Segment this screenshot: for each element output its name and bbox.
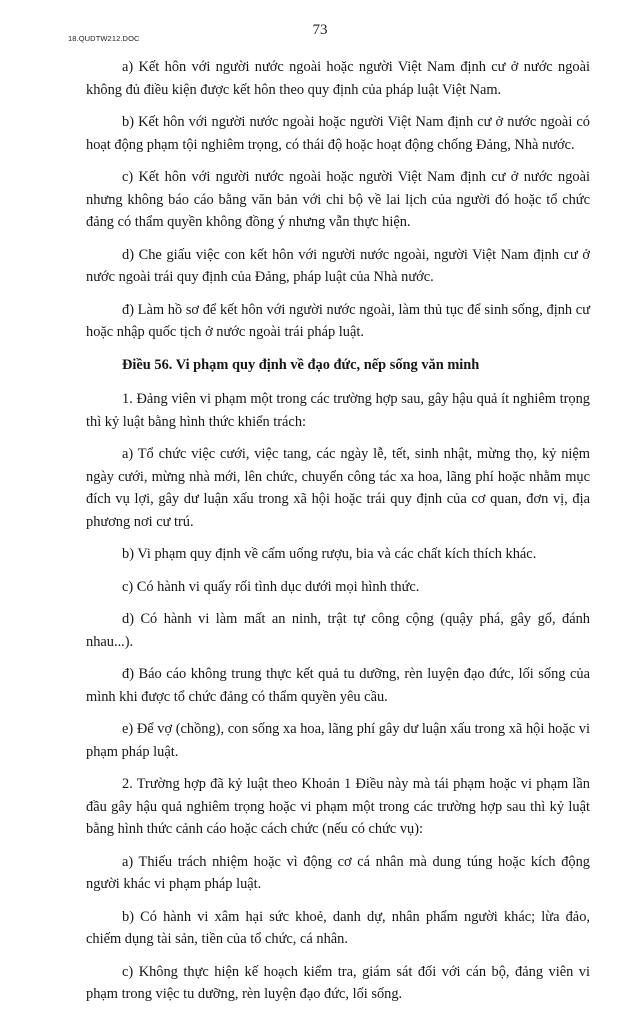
section-1-clause-c: c) Có hành vi quấy rối tình dục dưới mọi hình thức. (122, 578, 420, 595)
section-1-paragraph: 1. Đảng viên vi phạm một trong các trường hợp sau, gây hậu quả ít nghiêm trọng thì kỷ luật bằng hình thức khiển trách: (86, 391, 590, 430)
article-56-heading: Điều 56. Vi phạm quy định về đạo đức, nếp sống văn minh (122, 356, 480, 373)
section-1-clause-dd: đ) Báo cáo không trung thực kết quả tu dưỡng, rèn luyện đạo đức, lối sống của mình khi được tổ chức đảng có thẩm quyền yêu cầu. (86, 666, 590, 705)
clause-c-paragraph: c) Kết hôn với người nước ngoài hoặc người Việt Nam định cư ở nước ngoài nhưng không báo cáo bằng văn bản với chi bộ về lai lịch của người đó hoặc tổ chức đảng có thẩm quyền không đồng ý nhưng vẫn thực hiện. (86, 169, 590, 230)
section-1-clause-d: d) Có hành vi làm mất an ninh, trật tự công cộng (quậy phá, gây gổ, đánh nhau...). (86, 611, 590, 650)
section-2-clause-a: a) Thiếu trách nhiệm hoặc vì động cơ cá nhân mà dung túng hoặc kích động người khác vi phạm pháp luật. (86, 853, 590, 892)
clause-dd-paragraph: đ) Làm hồ sơ để kết hôn với người nước ngoài, làm thủ tục để sinh sống, định cư hoặc nhập quốc tịch ở nước ngoài trái pháp luật. (86, 301, 590, 340)
section-2-paragraph: 2. Trường hợp đã kỷ luật theo Khoản 1 Điều này mà tái phạm hoặc vi phạm lần đầu gây hậu quả nghiêm trọng hoặc vi phạm một trong các trường hợp sau thì kỷ luật bằng hình thức cảnh cáo hoặc cách chức (nếu có chức vụ): (86, 776, 590, 837)
clause-a-paragraph: a) Kết hôn với người nước ngoài hoặc người Việt Nam định cư ở nước ngoài không đủ điều kiện được kết hôn theo quy định của pháp luật Việt Nam. (86, 59, 590, 98)
section-1-clause-a: a) Tổ chức việc cưới, việc tang, các ngày lễ, tết, sinh nhật, mừng thọ, kỷ niệm ngày cưới, mừng nhà mới, lên chức, chuyển công tác xa hoa, lãng phí hoặc nhằm mục đích vụ lợi, gây dư luận xấu trong xã hội hoặc trái quy định của cơ quan, đơn vị, địa phương nơi cư trú. (86, 446, 590, 530)
section-2-clause-c: c) Không thực hiện kế hoạch kiểm tra, giám sát đối với cán bộ, đảng viên vi phạm trong việc tu dưỡng, rèn luyện đạo đức, lối sống. (86, 963, 590, 1002)
clause-b-paragraph: b) Kết hôn với người nước ngoài hoặc người Việt Nam định cư ở nước ngoài có hoạt động phạm tội nghiêm trọng, có thái độ hoặc hoạt động chống Đảng, Nhà nước. (86, 114, 590, 153)
document-code: 18.QUDTW212.DOC (68, 34, 140, 43)
page-body (86, 56, 590, 1016)
page-number: 73 (312, 22, 328, 38)
section-1-clause-b: b) Vi phạm quy định về cấm uống rượu, bia và các chất kích thích khác. (122, 546, 537, 562)
section-1-clause-e: e) Để vợ (chồng), con sống xa hoa, lãng phí gây dư luận xấu trong xã hội hoặc vi phạm pháp luật. (86, 721, 590, 760)
clause-d-paragraph: d) Che giấu việc con kết hôn với người nước ngoài, người Việt Nam định cư ở nước ngoài trái quy định của Đảng, pháp luật của Nhà nước. (86, 246, 590, 285)
section-2-clause-b: b) Có hành vi xâm hại sức khoẻ, danh dự, nhân phẩm người khác; lừa đảo, chiếm dụng tài sản, tiền của tổ chức, cá nhân. (86, 908, 590, 947)
